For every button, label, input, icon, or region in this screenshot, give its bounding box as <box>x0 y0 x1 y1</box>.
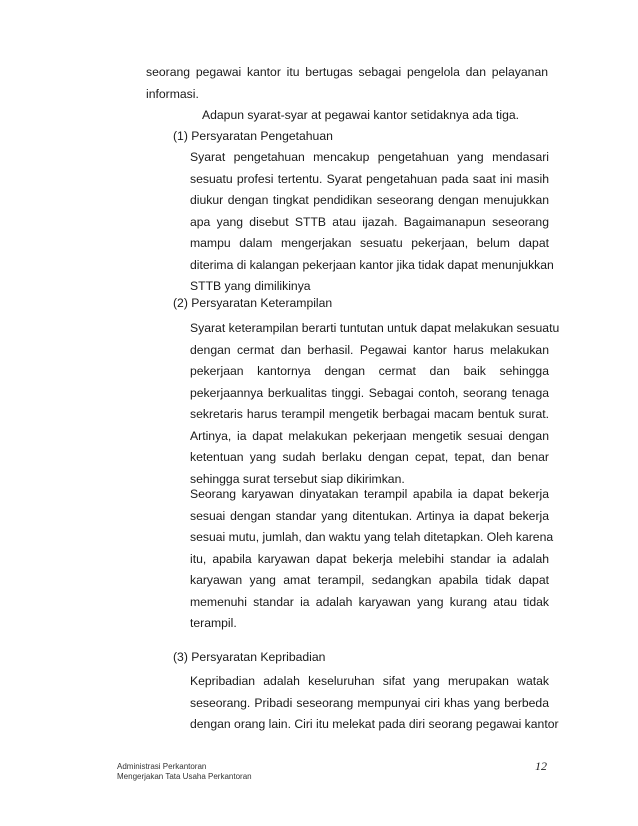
text-line: diukur dengan tingkat pendidikan seseorang dengan menujukkan <box>190 193 549 207</box>
footer-text <box>117 762 252 782</box>
text-line: apa yang disebut STTB atau ijazah. Bagaimanapun seseorang <box>190 214 549 229</box>
section-heading-keterampilan: (2) Persyaratan Keterampilan <box>173 296 333 310</box>
intro-paragraph <box>146 62 548 105</box>
text-line: Syarat keterampilan berarti tuntutan untuk dapat melakukan sesuatu <box>190 321 560 335</box>
text-line: dengan cermat dan berhasil. Pegawai kantor harus melakukan <box>190 342 549 357</box>
lead-sentence: Adapun syarat-syar at pegawai kantor setidaknya ada tiga. <box>202 108 520 122</box>
footer-course-title: Administrasi Perkantoran <box>117 762 207 771</box>
text-line: sesuai dengan standar yang ditentukan. Artinya ia dapat bekerja <box>190 508 549 523</box>
text-line: karyawan yang amat terampil, sedangkan apabila tidak dapat <box>190 573 549 587</box>
text-line: seorang pegawai kantor itu bertugas sebagai pengelola dan pelayanan <box>146 65 548 79</box>
text-line: STTB yang dimilikinya <box>190 279 311 293</box>
text-line: itu, apabila karyawan dapat bekerja melebihi standar ia adalah <box>190 551 549 566</box>
section-heading-pengetahuan: (1) Persyaratan Pengetahuan <box>173 129 333 143</box>
text-line: seseorang. Pribadi seseorang mempunyai ciri khas yang berbeda <box>190 695 549 710</box>
text-line: sehingga surat tersebut siap dikirimkan. <box>190 471 405 486</box>
text-line: dengan orang lain. Ciri itu melekat pada diri seorang pegawai kantor <box>190 717 559 731</box>
section-paragraph-kepribadian <box>190 671 559 736</box>
page-number: 12 <box>535 759 547 773</box>
text-line: diterima di kalangan pekerjaan kantor jika tidak dapat menunjukkan <box>190 257 554 272</box>
text-line: pekerjaan kantornya dengan cermat dan baik sehingga <box>190 364 549 378</box>
text-line: Syarat pengetahuan mencakup pengetahuan yang mendasari <box>190 150 549 164</box>
text-line: Artinya, ia dapat melakukan pekerjaan mengetik sesuai dengan <box>190 428 549 443</box>
text-line: memenuhi standar ia adalah karyawan yang kurang atau tidak <box>190 594 549 609</box>
text-line: terampil. <box>190 616 237 630</box>
text-line: sesuatu profesi tertentu. Syarat pengetahuan pada saat ini masih <box>190 171 549 186</box>
text-line: sekretaris harus terampil mengetik berbagai macam bentuk surat. <box>190 407 549 421</box>
section-paragraph-keterampilan-2 <box>190 484 554 635</box>
section-paragraph-pengetahuan <box>190 147 554 298</box>
text-line: Seorang karyawan dinyatakan terampil apabila ia dapat bekerja <box>190 487 549 501</box>
text-line: ketentuan yang sudah berlaku dengan cepat, tepat, dan benar <box>190 450 549 464</box>
footer-module-title: Mengerjakan Tata Usaha Perkantoran <box>117 772 252 781</box>
text-line: informasi. <box>146 86 199 101</box>
text-line: pekerjaannya berkualitas tinggi. Sebagai contoh, seorang tenaga <box>190 385 549 400</box>
text-line: mampu dalam mengerjakan sesuatu pekerjaan, belum dapat <box>190 236 549 250</box>
text-line: sesuai mutu, jumlah, dan waktu yang telah ditetapkan. Oleh karena <box>190 530 554 544</box>
section-heading-kepribadian: (3) Persyaratan Kepribadian <box>173 650 326 664</box>
text-line: Kepribadian adalah keseluruhan sifat yang merupakan watak <box>190 674 549 688</box>
section-paragraph-keterampilan-1 <box>190 318 560 490</box>
